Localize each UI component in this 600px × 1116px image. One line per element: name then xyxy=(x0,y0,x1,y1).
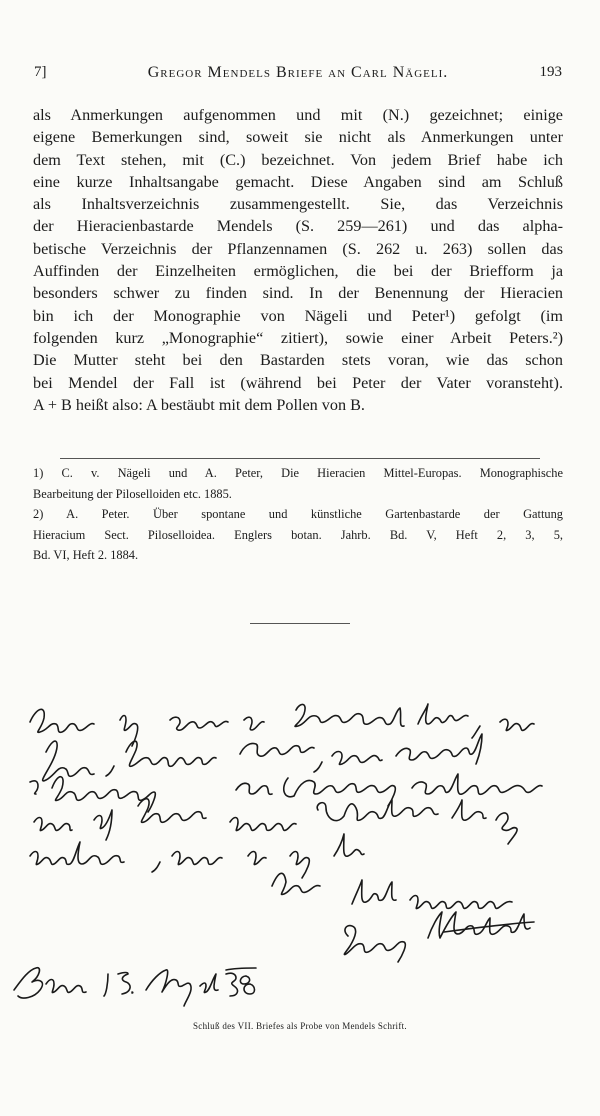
footnote-line: Bearbeitung der Piloselloiden etc. 1885. xyxy=(33,486,232,501)
body-line: besonders schwer zu finden sind. In der Benennung der Hieracien xyxy=(33,284,563,303)
footnote xyxy=(33,463,563,504)
footnote-line: 2) A. Peter. Über spontane und künstliche Gartenbastarde der Gattung xyxy=(33,507,563,521)
running-title: Gregor Mendels Briefe an Carl Nägeli. xyxy=(147,64,449,81)
body-line: als Anmerkungen aufgenommen und mit (N.) gezeichnet; einige xyxy=(33,106,563,124)
body-line: folgenden kurz „Monographie“ zitiert), sowie einer Arbeit Peters.²) xyxy=(33,328,563,347)
body-line: Die Mutter steht bei den Bastarden stets voran, wie das schon xyxy=(33,351,563,370)
footnote xyxy=(33,504,563,566)
footnotes xyxy=(33,463,563,566)
body-line: der Hieracienbastarde Mendels (S. 259—261) und das alpha- xyxy=(33,217,563,236)
body-line: Auffinden der Einzelheiten ermöglichen, die bei der Briefform ja xyxy=(33,262,563,281)
footnote-line: Hieracium Sect. Piloselloidea. Englers botan. Jahrb. Bd. V, Heft 2, 3, 5, xyxy=(33,527,563,542)
section-separator xyxy=(250,623,350,624)
body-line: als Inhaltsverzeichnis zusammengestellt. Sie, das Verzeichnis xyxy=(33,195,563,214)
figure-caption: Schluß des VII. Briefes als Probe von Mendels Schrift. xyxy=(192,1021,407,1031)
footnote-line: 1) C. v. Nägeli und A. Peter, Die Hieracien Mittel-Europas. Monographische xyxy=(33,466,563,480)
body-line: dem Text stehen, mit (C.) bezeichnet. Von jedem Brief habe ich xyxy=(33,150,563,169)
body-line: betische Verzeichnis der Pflanzennamen (S. 262 u. 263) sollen das xyxy=(33,239,563,258)
section-number: 7] xyxy=(34,64,47,80)
handwritten-letter-facsimile xyxy=(0,690,600,1020)
footnote-rule xyxy=(60,458,540,459)
page-number: 193 xyxy=(539,64,562,80)
body-line: eigene Bemerkungen sind, soweit sie nicht als Anmerkungen unter xyxy=(33,128,563,147)
body-line: bei Mendel der Fall ist (während bei Peter der Vater voransteht). xyxy=(33,373,563,392)
footnote-line: Bd. VI, Heft 2. 1884. xyxy=(33,548,139,562)
body-line: bin ich der Monographie von Nägeli und Peter¹) gefolgt (im xyxy=(33,306,563,325)
body-line: A + B heißt also: A bestäubt mit dem Pollen von B. xyxy=(33,395,365,414)
body-paragraph xyxy=(33,104,563,416)
running-head xyxy=(34,64,562,86)
body-line: eine kurze Inhaltsangabe gemacht. Diese Angaben sind am Schluß xyxy=(33,172,563,191)
